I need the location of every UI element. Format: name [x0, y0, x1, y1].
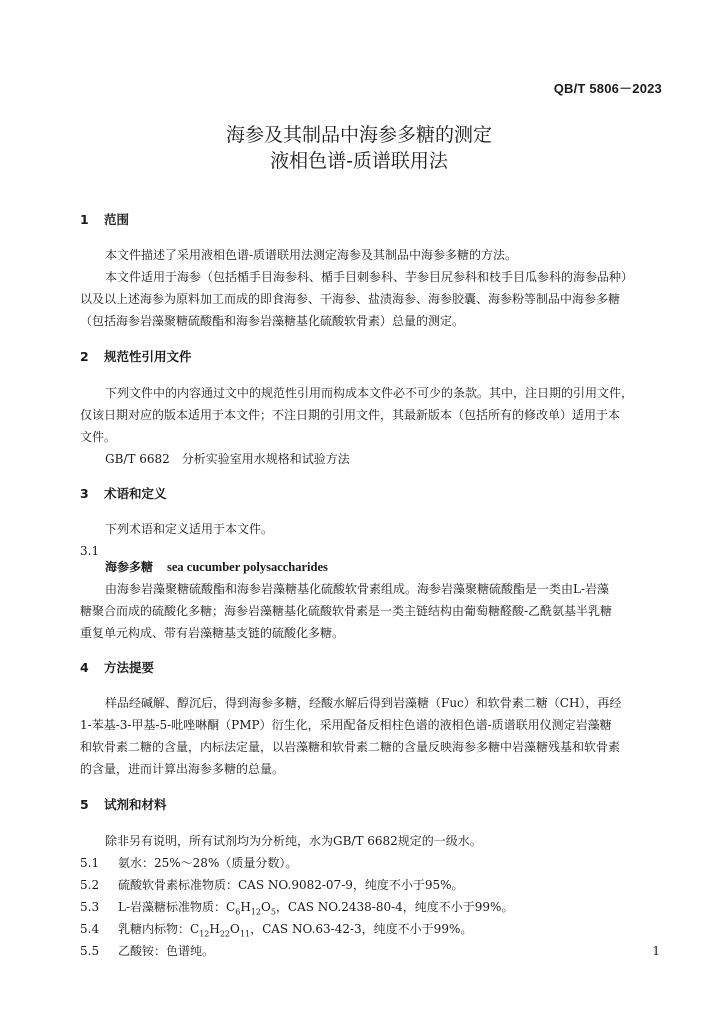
- list-item: 5.4 乳糖内标物：$C_{12}H_{22}O_{11}$，CAS NO.63-42-3，纯度不小于99%。: [80, 922, 473, 939]
- normative-reference: GB/T 6682 分析实验室用水规格和试验方法: [105, 452, 350, 466]
- paragraph: 下列术语和定义适用于本文件。: [105, 522, 274, 536]
- section-title: 方法提要: [104, 660, 155, 675]
- term-entry: [105, 556, 328, 578]
- section-4-heading: [80, 658, 154, 676]
- section-title: 试剂和材料: [104, 797, 167, 812]
- paragraph-line: （包括海参岩藻聚糖硫酸酯和海参岩藻糖基化硫酸软骨素）总量的测定。: [80, 314, 465, 328]
- list-item: 5.1 氨水：25%～28%（质量分数）。: [80, 856, 298, 870]
- section-number: 5: [80, 797, 89, 812]
- title-line-1: 海参及其制品中海参多糖的测定: [225, 124, 492, 146]
- paragraph: 本文件描述了采用液相色谱-质谱联用法测定海参及其制品中海参多糖的方法。: [105, 248, 518, 262]
- section-title: 术语和定义: [104, 486, 167, 501]
- section-3-heading: [80, 484, 167, 502]
- paragraph-line: 本文件适用于海参（包括楯手目海参科、楯手目刺参科、芋参目尻参科和枝手目瓜参科的海参品种）: [105, 270, 634, 284]
- list-item: 5.5 乙酸铵：色谱纯。: [80, 944, 215, 958]
- page-number: 1: [652, 944, 660, 958]
- section-number: 2: [80, 349, 89, 364]
- list-item: 5.2 硫酸软骨素标准物质：CAS NO.9082-07-9，纯度不小于95%。: [80, 878, 464, 892]
- section-title: 范围: [104, 212, 130, 227]
- section-2-heading: [80, 347, 192, 365]
- list-item: 5.3 L-岩藻糖标准物质：$C_6H_{12}O_5$，CAS NO.2438-80-4，纯度不小于99%。: [80, 900, 514, 917]
- paragraph: 除非另有说明，所有试剂均为分析纯，水为GB/T 6682规定的一级水。: [105, 834, 482, 848]
- paragraph-line: 下列文件中的内容通过文中的规范性引用而构成本文件必不可少的条款。其中，注日期的引用文件，: [105, 386, 634, 400]
- term-chinese: 海参多糖: [105, 560, 154, 574]
- section-title: 规范性引用文件: [104, 349, 192, 364]
- paragraph-line: 1-苯基-3-甲基-5-吡唑啉酮（PMP）衍生化，采用配备反相柱色谱的液相色谱-质谱联用仪测定岩藻糖: [80, 718, 612, 732]
- section-number: 1: [80, 212, 89, 227]
- definition-line: 糖聚合而成的硫酸化多糖；海参岩藻糖基化硫酸软骨素是一类主链结构由葡萄糖醛酸-乙酰氨基半乳糖: [80, 604, 613, 618]
- subclause-number: 3.1: [80, 544, 100, 558]
- paragraph-line: 文件。: [80, 430, 117, 444]
- definition-line: 由海参岩藻聚糖硫酸酯和海参岩藻糖基化硫酸软骨素组成。海参岩藻聚糖硫酸酯是一类由L-岩藻: [105, 582, 610, 596]
- paragraph-line: 的含量，进而计算出海参多糖的总量。: [80, 762, 285, 776]
- paragraph-line: 和软骨素二糖的含量，内标法定量，以岩藻糖和软骨素二糖的含量反映海参多糖中岩藻糖残基和软骨素: [80, 740, 621, 754]
- paragraph-line: 仅该日期对应的版本适用于本文件；不注日期的引用文件，其最新版本（包括所有的修改单）适用于本: [80, 408, 621, 422]
- title-line-2: 液相色谱-质谱联用法: [270, 150, 448, 172]
- section-number: 3: [80, 486, 89, 501]
- term-english: sea cucumber polysaccharides: [167, 560, 328, 574]
- section-5-heading: [80, 795, 167, 813]
- paragraph-line: 样品经碱解、醇沉后，得到海参多糖，经酸水解后得到岩藻糖（Fuc）和软骨素二糖（CH），再经: [105, 696, 622, 710]
- paragraph-line: 以及以上述海参为原料加工而成的即食海参、干海参、盐渍海参、海参胶囊、海参粉等制品中海参多糖: [80, 292, 621, 306]
- section-1-heading: [80, 210, 129, 228]
- section-number: 4: [80, 660, 89, 675]
- standard-code: QB/T 5806－2023: [553, 81, 662, 96]
- definition-line: 重复单元构成、带有岩藻糖基支链的硫酸化多糖。: [80, 626, 345, 640]
